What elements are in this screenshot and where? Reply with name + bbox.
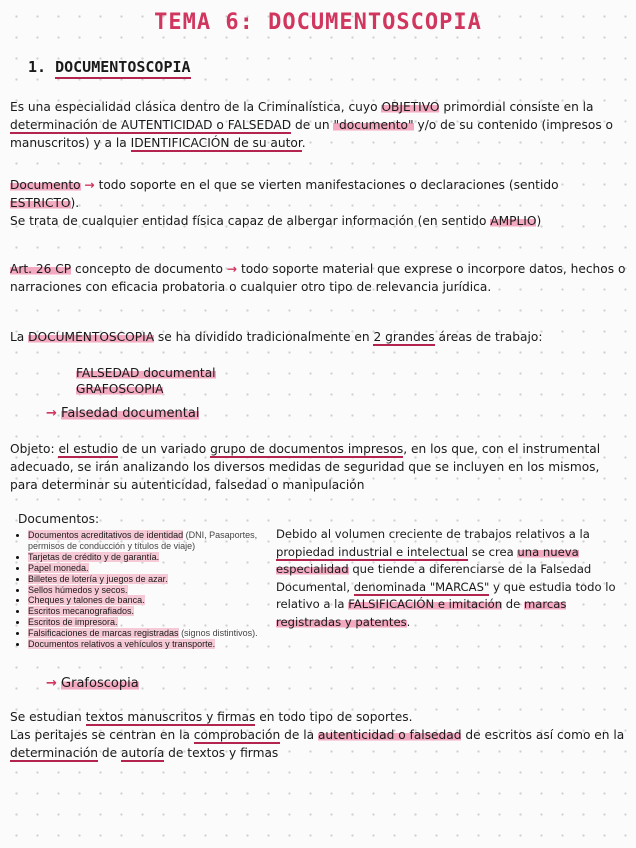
section-heading-documentoscopia xyxy=(28,58,191,76)
intro-text: y/o de su contenido (impresos o manuscritos) y a la xyxy=(10,118,614,150)
list-item xyxy=(28,628,290,639)
documento-text: ). xyxy=(70,196,80,210)
marcas-text: se crea xyxy=(468,544,518,559)
list-item xyxy=(28,606,290,617)
art26-paragraph xyxy=(10,260,628,296)
falsedad-estudio: el estudio xyxy=(58,442,119,456)
list-item xyxy=(28,530,290,552)
grafoscopia-text: de escritos así como en la xyxy=(461,728,625,742)
falsedad-grupo: grupo de documentos impresos xyxy=(210,442,404,456)
list-item-text: Billetes de lotería y juegos de azar. xyxy=(28,573,168,584)
intro-autenticidad: determinación de AUTENTICIDAD o FALSEDAD xyxy=(10,118,292,132)
list-item-text: Documentos relativos a vehículos y transporte. xyxy=(28,639,216,650)
grafoscopia-text: Se estudian xyxy=(10,710,86,724)
section-number: 1. xyxy=(28,58,47,76)
marcas-paragraph xyxy=(276,526,628,631)
marcas-denominada: denominada "MARCAS" xyxy=(353,579,490,594)
arrow-icon: → xyxy=(226,262,238,276)
intro-objetivo: OBJETIVO xyxy=(381,100,440,114)
grafoscopia-heading xyxy=(46,676,139,691)
marcas-registradas: marcas registradas y patentes xyxy=(276,597,567,629)
division-text: áreas de trabajo: xyxy=(434,330,543,344)
falsedad-heading xyxy=(46,406,199,421)
documento-text: ) xyxy=(536,214,542,228)
division-text: La xyxy=(10,330,29,344)
intro-text: primordial consiste en la xyxy=(439,100,594,114)
falsedad-text: , en los que, con el instrumental adecuado, se irán analizando los diversos medidas de seguridad que se incluyen en los mismos, para determinar su autenticidad, falsedad o manipulación xyxy=(10,442,601,492)
grafoscopia-determinacion: determinación xyxy=(10,746,99,760)
art26-text: todo soporte material que exprese o incorpore datos, hechos o narraciones con eficacia probatoria o cualquier otro tipo de relevancia jurídica. xyxy=(10,262,626,294)
grafoscopia-autoria: autoría xyxy=(121,746,165,760)
documentos-label xyxy=(18,510,99,528)
documentos-label-text: Documentos: xyxy=(18,512,100,526)
falsedad-text: de un variado xyxy=(118,442,211,456)
documento-term: Documento xyxy=(10,178,81,192)
grafoscopia-paragraph xyxy=(10,708,628,762)
intro-text: . xyxy=(301,136,306,150)
documento-estricto: ESTRICTO xyxy=(10,196,71,210)
division-item-text: GRAFOSCOPIA xyxy=(76,382,164,396)
intro-text: Es una especialidad clásica dentro de la Criminalística, cuyo xyxy=(10,100,382,114)
arrow-icon: → xyxy=(46,406,57,421)
marcas-text: . xyxy=(406,614,411,629)
list-item xyxy=(28,617,290,628)
documento-text: todo soporte en el que se vierten manifestaciones o declaraciones (sentido xyxy=(94,178,559,192)
documento-amplio: AMPLIO xyxy=(490,214,537,228)
marcas-especialidad: una nueva especialidad xyxy=(276,544,579,576)
grafoscopia-title: Grafoscopia xyxy=(61,676,139,691)
marcas-text: Debido al volumen creciente de trabajos relativos a la xyxy=(276,527,590,541)
documentos-list xyxy=(10,530,290,650)
list-item-note: (signos distintivos). xyxy=(178,628,258,639)
grafoscopia-text: de la xyxy=(280,728,318,742)
list-item-text: Sellos húmedos y secos. xyxy=(28,584,128,595)
list-item-text: Documentos acreditativos de identidad xyxy=(28,530,184,540)
list-item xyxy=(28,563,290,574)
division-documentoscopia: DOCUMENTOSCOPIA xyxy=(28,330,155,344)
list-item-text: Tarjetas de crédito y de garantía. xyxy=(28,551,160,562)
marcas-text: y que estudia todo lo relativo a la xyxy=(276,579,616,611)
grafoscopia-autenticidad: autenticidad o falsedad xyxy=(317,728,462,742)
marcas-text: que tiende a diferenciarse de la Falsedad Documental, xyxy=(276,562,592,594)
division-item-grafoscopia xyxy=(76,380,163,398)
list-item xyxy=(28,595,290,606)
division-2-grandes: 2 grandes xyxy=(373,330,435,344)
grafoscopia-comprobacion: comprobación xyxy=(193,728,281,742)
list-item xyxy=(28,639,290,650)
intro-paragraph xyxy=(10,98,628,152)
page-title: TEMA 6: DOCUMENTOSCOPIA xyxy=(154,10,482,35)
list-item-text: Escritos mecanografiados. xyxy=(28,606,135,617)
section-title: DOCUMENTOSCOPIA xyxy=(55,58,190,79)
falsedad-paragraph xyxy=(10,440,628,494)
list-item xyxy=(28,585,290,596)
intro-identificacion: IDENTIFICACIÓN de su autor xyxy=(130,136,302,150)
marcas-propiedad: propiedad industrial e intelectual xyxy=(276,544,469,559)
list-item-text: Falsificaciones de marcas registradas xyxy=(28,628,179,639)
list-item xyxy=(28,574,290,585)
arrow-icon: → xyxy=(84,178,95,192)
falsedad-text: Objeto: xyxy=(10,442,59,456)
division-text: se ha dividido tradicionalmente en xyxy=(154,330,374,344)
grafoscopia-text: en todo tipo de soportes. xyxy=(255,710,413,724)
grafoscopia-textos: textos manuscritos y firmas xyxy=(85,710,256,724)
list-item xyxy=(28,552,290,563)
arrow-icon: → xyxy=(46,676,57,691)
documento-definition xyxy=(10,176,628,230)
grafoscopia-text: Las peritajes se centran en la xyxy=(10,728,194,742)
art26-text: concepto de documento xyxy=(71,262,227,276)
division-paragraph xyxy=(10,328,628,346)
list-item-text: Cheques y talones de banca. xyxy=(28,595,145,606)
falsedad-title: Falsedad documental xyxy=(61,406,200,421)
list-item-note: (DNI, Pasaportes, permisos de conducción y títulos de viaje) xyxy=(28,530,258,551)
art26-term: Art. 26 CP xyxy=(10,262,72,276)
marcas-falsificacion: FALSIFICACIÓN e imitación xyxy=(348,597,503,611)
intro-text: de un xyxy=(291,118,334,132)
list-item-text: Papel moneda. xyxy=(28,562,89,573)
intro-documento: "documento" xyxy=(333,118,414,132)
marcas-text: de xyxy=(502,597,524,611)
grafoscopia-text: de xyxy=(98,746,122,760)
grafoscopia-text: de textos y firmas xyxy=(164,746,279,760)
list-item-text: Escritos de impresora. xyxy=(28,617,118,628)
documento-text: Se trata de cualquier entidad física capaz de albergar información (en sentido xyxy=(10,214,491,228)
division-item-text: FALSEDAD documental xyxy=(76,366,216,380)
